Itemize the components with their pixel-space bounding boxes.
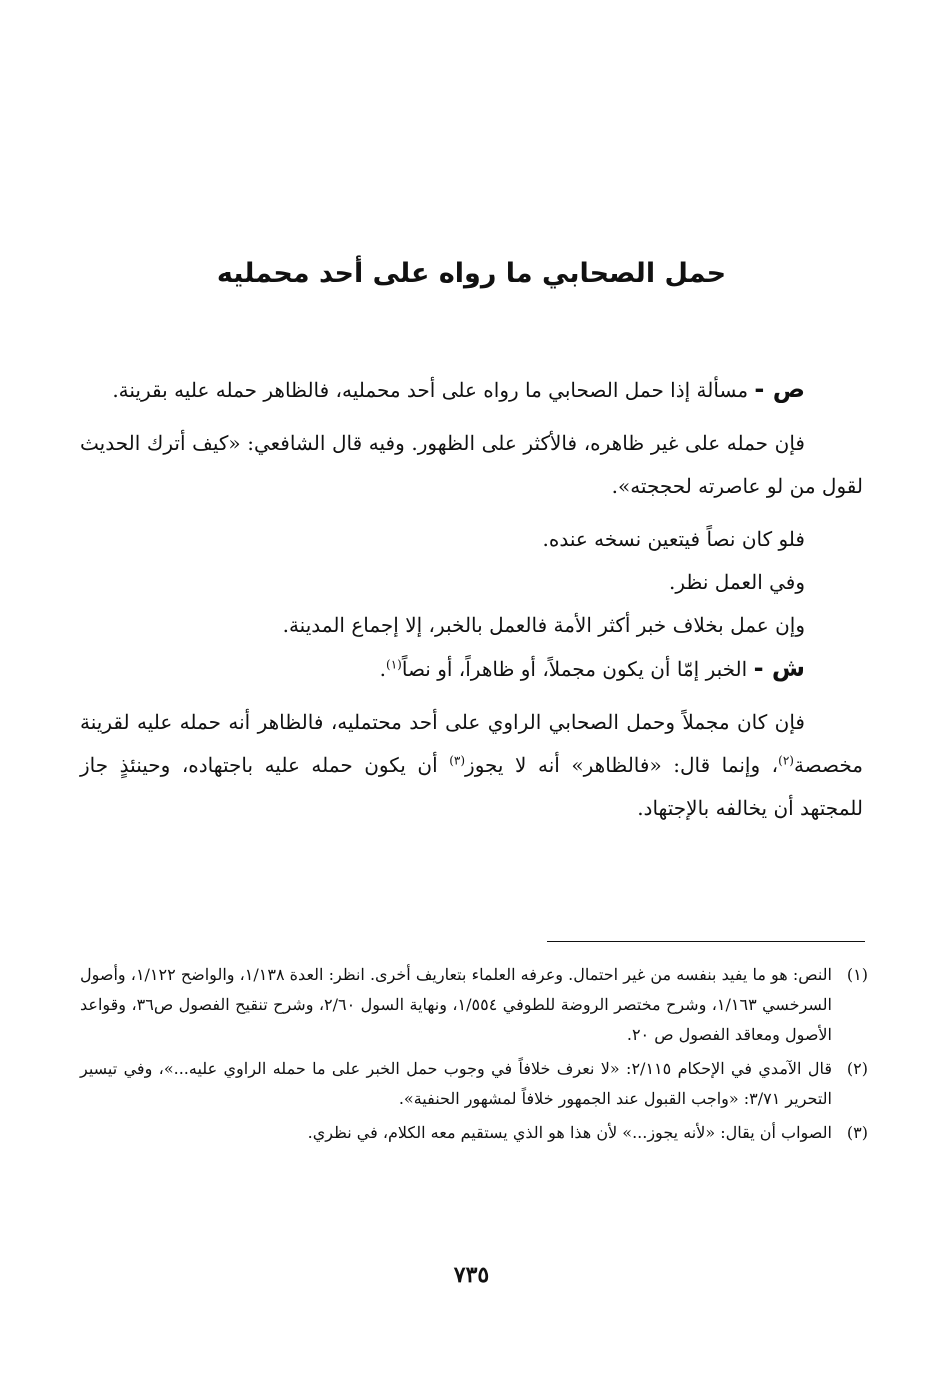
paragraph-text: .: [379, 657, 387, 681]
main-text: [80, 368, 863, 830]
footnote-number: (٣): [846, 1123, 868, 1142]
paragraph: [80, 701, 863, 830]
footnote-ref[interactable]: (٢): [778, 753, 794, 768]
footnote: [80, 1054, 868, 1114]
paragraph: فإن حمله على غير ظاهره، فالأكثر على الظهور. وفيه قال الشافعي: «كيف أترك الحديث لقول من لو عاصرته لحججته».: [80, 431, 863, 498]
paragraph: وفي العمل نظر.: [669, 570, 805, 594]
footnote: [80, 960, 868, 1050]
chapter-title: حمل الصحابي ما رواه على أحد محمليه: [216, 258, 727, 289]
paragraph-text: أن يكون حمله عليه باجتهاده، وحينئذٍ جاز للمجتهد أن يخالفه بالإجتهاد.: [80, 753, 863, 820]
footnote-number: (٢): [846, 1059, 868, 1078]
shin-marker: ش -: [753, 654, 805, 682]
footnote-text: قال الآمدي في الإحكام ٢/١١٥: «لا نعرف خلافاً في وجوب حمل الخبر على ما حمله الراوي عليه...»، وفي تيسير التحرير ٣/٧١: «واجب القبول عند الجمهور خلافاً لمشهور الحنفية».: [80, 1059, 832, 1108]
paragraph-text: فإن كان مجملاً وحمل الصحابي الراوي على أحد محتمليه، فالظاهر أنه حمله عليه لقرينة مخصصة: [80, 710, 863, 777]
paragraph: وإن عمل بخلاف خبر أكثر الأمة فالعمل بالخبر، إلا إجماع المدينة.: [282, 613, 805, 637]
paragraph-sharh: [80, 647, 863, 691]
paragraph-matn: [80, 368, 863, 412]
paragraph: فلو كان نصاً فيتعين نسخه عنده.: [542, 527, 805, 551]
footnote-number: (١): [846, 965, 868, 984]
paragraph-text: ، وإنما قال: «فالظاهر» أنه لا يجوز: [465, 753, 779, 777]
footnote: [80, 1118, 868, 1148]
footnote-ref[interactable]: (٣): [449, 753, 466, 768]
footnotes: [80, 960, 868, 1152]
footnote-text: الصواب أن يقال: «لأنه يجوز...» لأن هذا هو الذي يستقيم معه الكلام، في نظري.: [307, 1123, 832, 1142]
paragraph-text: الخبر إمّا أن يكون مجملاً، أو ظاهراً، أو نصاً: [401, 657, 754, 681]
sad-marker: ص -: [754, 375, 805, 403]
page-number: ٧٣٥: [453, 1262, 490, 1288]
footnote-ref[interactable]: (١): [386, 657, 402, 672]
paragraph-text: مسألة إذا حمل الصحابي ما رواه على أحد محمليه، فالظاهر حمله عليه بقرينة.: [112, 378, 755, 402]
footnote-divider: [547, 941, 865, 942]
footnote-text: النص: هو ما يفيد بنفسه من غير احتمال. وعرفه العلماء بتعاريف أخرى. انظر: العدة ١/١٣٨، والواضح ١/١٢٢، وأصول السرخسي ١/١٦٣، وشرح مختصر الروضة للطوفي ١/٥٥٤، ونهاية السول ٢/٦٠، وشرح تنقيح الفصول ص٣٦، وقواعد الأصول ومعاقد الفصول ص ٢٠.: [80, 965, 833, 1044]
